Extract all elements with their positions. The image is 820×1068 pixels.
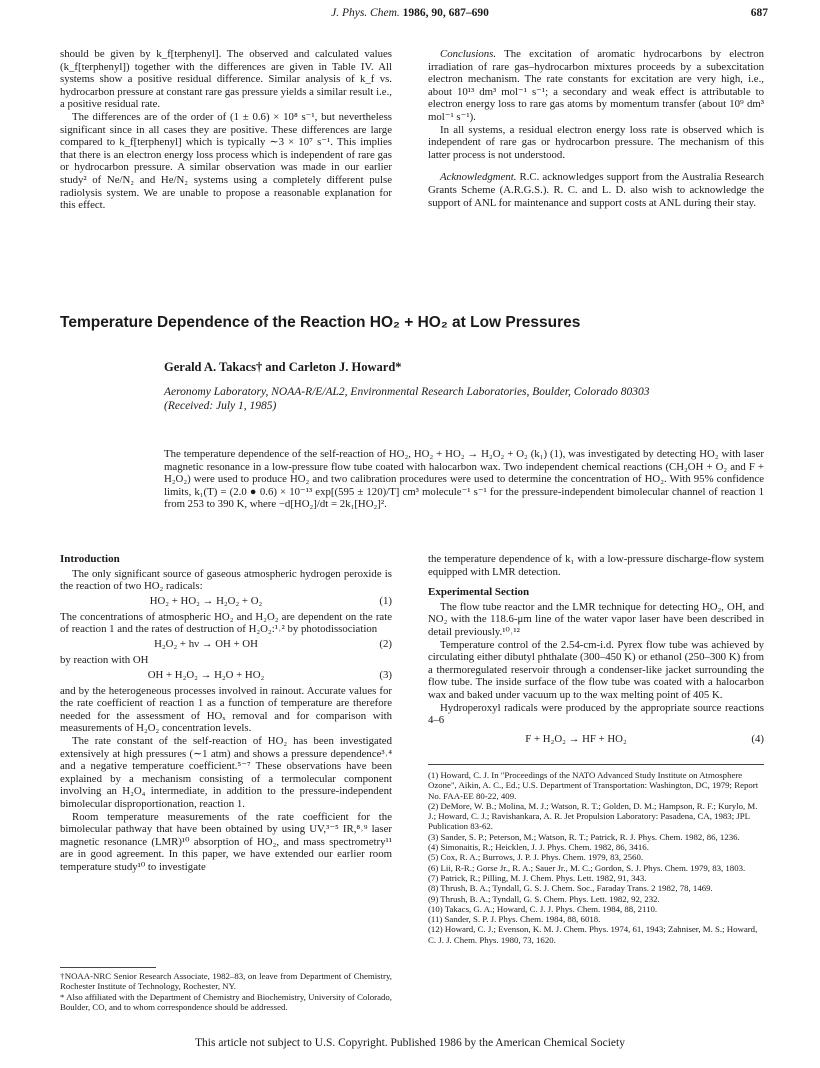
experimental-heading: Experimental Section: [428, 586, 530, 599]
equation-expression: HO₂ + HO₂ → H₂O₂ + O₂: [149, 594, 263, 607]
reference-item: (6) Lii, R-R.; Gorse Jr., R. A.; Sauer Jr., M. C.; Gordon, S. J. Phys. Chem. 1979, 83, 1803.: [428, 862, 746, 873]
body-paragraph: Room temperature measurements of the rate coefficient for the bimolecular pathway that have been obtained by using UV,³⁻⁵ IR,⁸˒⁹ laser magnetic resonance (LMR)¹⁰ absorption of HO₂, and mass spectrometry¹¹ are in good agreement. In this paper, we have extended our earlier room temperature study¹⁰ to investigate: [60, 810, 392, 873]
journal-volume-pages: 1986, 90, 687–690: [402, 7, 489, 19]
body-paragraph: The concentrations of atmospheric HO₂ and H₂O₂ are dependent on the rate of reaction 1 and the rates of destruction of H₂O₂:¹˒² by photodissociation: [60, 610, 392, 636]
equation-2: [60, 638, 392, 652]
footnote-asterisk: * Also affiliated with the Department of Chemistry and Biochemistry, University of Colorado, Boulder, CO, and to whom correspondence should be addressed.: [60, 991, 392, 1012]
prev-paragraph: should be given by k_f[terphenyl]. The observed and calculated values (k_f[terphenyl]) together with the differences are given in Table IV. All systems show a positive residual difference. Similar analysis of k_f vs. hydrocarbon pressure at constant rare gas pressure yields a similar result i.e., a positive residual rate.: [60, 48, 392, 111]
footnote-dagger: †NOAA-NRC Senior Research Associate, 1982–83, on leave from Department of Chemistry, Rochester Institute of Technology, Rochester, NY.: [60, 971, 392, 992]
prev-paragraph: The differences are of the order of (1 ± 0.6) × 10⁸ s⁻¹, but nevertheless significant since in all cases they are positive. These differences are large compared to k_f[terphenyl] which is typically ∼3 × 10⁷ s⁻¹. This implies that there is an electron energy loss process which is independent of rare gas or hydrocarbon pressure. A similar observation was made in our earlier study² of Ne/N₂ and He/N₂ systems using a completely different pulse radiolysis system. We are unable to propose a reasonable explanation for this effect.: [60, 110, 392, 212]
equation-4: [428, 733, 764, 747]
acknowledgment-paragraph: Acknowledgment. R.C. acknowledges support from the Australia Research Grants Scheme (A.R.G.S.). R. C. and L. D. also wish to acknowledge the support of ANL for maintenance and support costs at ANL during their stay.: [428, 171, 764, 209]
running-header: [0, 7, 820, 23]
reference-item: (5) Cox, R. A.; Burrows, J. P. J. Phys. Chem. 1979, 83, 2560.: [428, 852, 644, 863]
article-title: Temperature Dependence of the Reaction HO₂ + HO₂ at Low Pressures: [60, 314, 581, 331]
body-paragraph: Hydroperoxyl radicals were produced by the appropriate source reactions 4–6: [428, 701, 764, 727]
equation-number: (1): [379, 594, 392, 607]
equation-3: [60, 669, 392, 683]
footnote-divider: [60, 967, 156, 968]
equation-expression: OH + H₂O₂ → H₂O + HO₂: [147, 668, 265, 681]
prev-paragraph: In all systems, a residual electron energy loss rate is observed which is independent of rare gas or hydrocarbon pressure. The mechanism of this latter process is not understood.: [428, 123, 764, 161]
body-right-column: [428, 553, 764, 749]
body-paragraph: The flow tube reactor and the LMR technique for detecting HO₂, OH, and NO₂ with the 118.6-μm line of the water vapor laser have been described in detail previously.¹⁰˒¹²: [428, 600, 764, 638]
article-authors: Gerald A. Takacs† and Carleton J. Howard*: [164, 360, 402, 374]
reference-item: (10) Takacs, G. A.; Howard, C. J. J. Phys. Chem. 1984, 88, 2110.: [428, 903, 658, 914]
body-paragraph: Temperature control of the 2.54-cm-i.d. Pyrex flow tube was achieved by circulating either dibutyl phthalate (300–450 K) or ethanol (250–300 K) from a thermoregulated reservoir through a condenser-like jacket surrounding the flow tube. The inside surface of the flow tube was coated with a halocarbon wax and baked under vacuum up to the wax melting point of 405 K.: [428, 638, 764, 701]
body-paragraph: The only significant source of gaseous atmospheric hydrogen peroxide is the reaction of two HO₂ radicals:: [60, 567, 392, 593]
equation-1: [60, 595, 392, 609]
received-date: (Received: July 1, 1985): [164, 400, 277, 412]
reference-item: (1) Howard, C. J. In "Proceedings of the NATO Advanced Study Institute on Atmosphere Ozone", Aikin, A. C., Ed.; U.S. Department of Transportation: Washington, DC, 1979; Report No. FAA-EE 80-22, 409.: [428, 770, 759, 801]
reference-item: (3) Sander, S. P.; Peterson, M.; Watson, R. T.; Patrick, R. J. Phys. Chem. 1982, 86, 1236.: [428, 831, 740, 842]
article-affiliation: [164, 385, 764, 413]
body-paragraph: the temperature dependence of k₁ with a low-pressure discharge-flow system equipped with LMR detection.: [428, 553, 764, 578]
reference-item: (8) Thrush, B. A.; Tyndall, G. S. J. Chem. Soc., Faraday Trans. 2 1982, 78, 1469.: [428, 883, 713, 894]
journal-name: J. Phys. Chem.: [331, 7, 400, 19]
equation-expression: H₂O₂ + hν → OH + OH: [154, 637, 258, 650]
references-list: [428, 770, 764, 945]
abstract: The temperature dependence of the self-reaction of HO₂, HO₂ + HO₂ → H₂O₂ + O₂ (k₁) (1), was investigated by detecting HO₂ with laser magnetic resonance in a low-pressure flow tube coated with halocarbon wax. Two independent chemical reactions (CH₂OH + O₂ and F + H₂O₂) were used to produce HO₂ and two calibration procedures were used to determine the concentration of HO₂. With 95% confidence limits, k₁(T) = (2.0 ● 0.6) × 10⁻¹³ exp[(595 ± 120)/T] cm³ molecule⁻¹ s⁻¹ for the pressure-independent bimolecular channel of reaction 1 from 253 to 390 K, where −d[HO₂]/dt = 2k₁[HO₂]².: [164, 448, 764, 511]
reference-item: (4) Simonaitis, R.; Heicklen, J. J. Phys. Chem. 1982, 86, 3416.: [428, 842, 649, 853]
equation-number: (3): [379, 668, 392, 681]
copyright-line: This article not subject to U.S. Copyright. Published 1986 by the American Chemical Society: [195, 1037, 625, 1049]
prev-article-left-column: [60, 48, 392, 212]
references-divider: [428, 764, 764, 765]
conclusions-heading: Conclusions.: [440, 48, 497, 60]
body-left-column: [60, 553, 392, 873]
body-paragraph: by reaction with OH: [60, 653, 149, 666]
equation-number: (4): [751, 732, 764, 745]
acknowledgment-heading: Acknowledgment.: [440, 171, 517, 184]
reference-item: (2) DeMore, W. B.; Molina, M. J.; Watson, R. T.; Golden, D. M.; Hampson, R. F.; Kurylo, M. J.; Howard, C. J.; Ravishankara, A. R. Jet Propulsion Laboratory: Pasadena, CA, 1983; JPL Publication 83-62.: [428, 800, 758, 832]
introduction-heading: Introduction: [60, 553, 120, 565]
body-paragraph: The rate constant of the self-reaction of HO₂ has been investigated extensively at high pressures (∼1 atm) and shows a pressure dependence³˒⁴ and a negative temperature coefficient.⁵⁻⁷ These observations have been explained by a mechanism consisting of a termolecular component involving an H₂O₄ intermediate, in addition to the pressure-independent bimolecular disproportionation, reaction 1.: [60, 734, 392, 810]
equation-number: (2): [379, 637, 392, 650]
journal-citation: [0, 7, 820, 19]
body-paragraph: and by the heterogeneous processes involved in rainout. Accurate values for the rate coefficient of reaction 1 as a function of temperature are therefore needed for the assessment of HOₓ removal and for comparison with measurements of H₂O₂ concentration levels.: [60, 684, 392, 735]
affiliation-line: Aeronomy Laboratory, NOAA-R/E/AL2, Environmental Research Laboratories, Boulder, Colorado 80303: [164, 386, 650, 398]
reference-item: (11) Sander, S. P. J. Phys. Chem. 1984, 88, 6018.: [428, 914, 601, 925]
equation-expression: F + H₂O₂ → HF + HO₂: [525, 732, 627, 745]
conclusions-paragraph: Conclusions. The excitation of aromatic hydrocarbons by electron irradiation of rare gas–hydrocarbon mixtures proceeds by a subexcitation electron mechanism. The rate constants for excitation are very high, i.e., about 10¹³ dm³ mol⁻¹ s⁻¹; a secondary and weak effect is attributable to electron energy loss to rare gas atoms by momentum transfer (about 10⁹ dm³ mol⁻¹ s⁻¹).: [428, 48, 764, 123]
prev-article-right-column: [428, 48, 764, 209]
page-number: 687: [750, 7, 768, 19]
reference-item: (12) Howard, C. J.; Evenson, K. M. J. Chem. Phys. 1974, 61, 1943; Zahniser, M. S.; Howard, C. J. J. Chem. Phys. 1980, 73, 1620.: [428, 924, 758, 945]
reference-item: (7) Patrick, R.; Pilling, M. J. Chem. Phys. Lett. 1982, 91, 343.: [428, 872, 647, 883]
reference-item: (9) Thrush, B. A.; Tyndall, G. S. Chem. Phys. Lett. 1982, 92, 232.: [428, 893, 660, 904]
author-footnotes: [60, 971, 392, 1012]
